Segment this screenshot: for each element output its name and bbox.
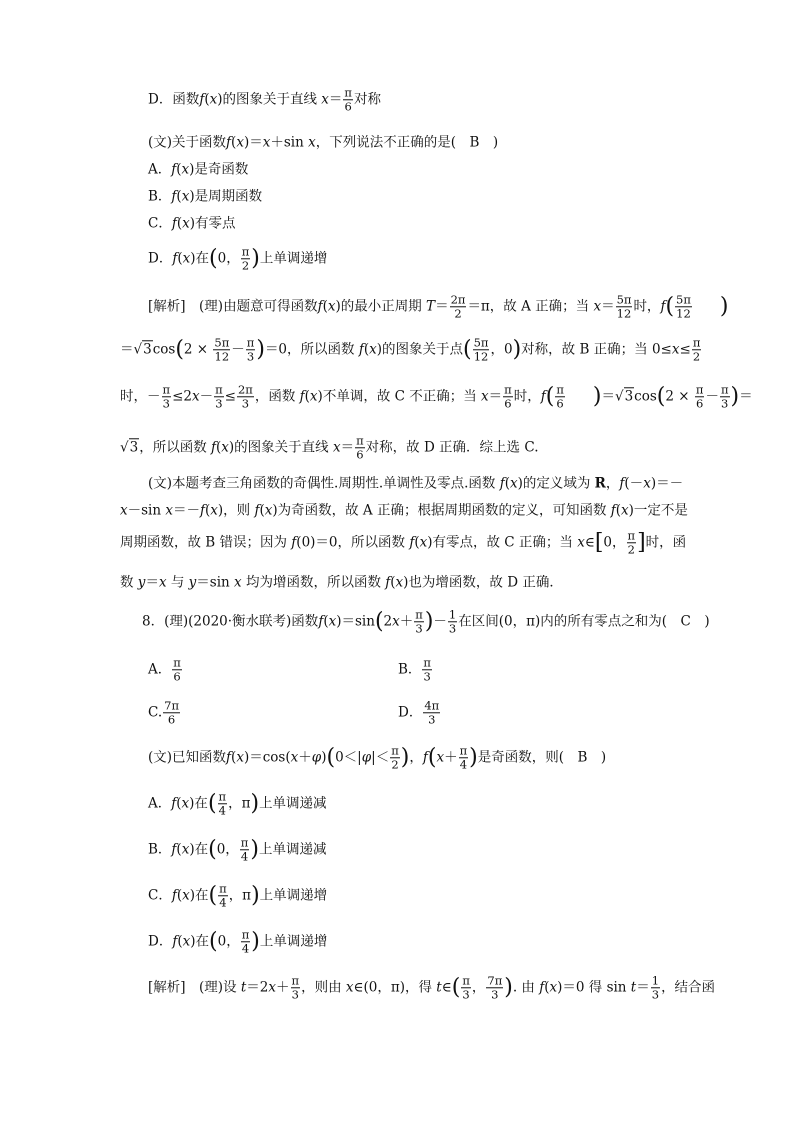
- line-content: 数 y＝x 与 y＝sin x 均为增函数，所以函数 f(x)也为增函数，故 D 正确．: [120, 574, 563, 591]
- line-content: x－sin x＝－f(x)，则 f(x)为奇函数，故 A 正确；根据周期函数的定义，可知函数 f(x)一定不是: [120, 502, 688, 519]
- line-content: (文)关于函数f(x)＝x＋sin x，下列说法不正确的是( B ): [148, 134, 499, 151]
- line-content: B． $\frac{\pi}{3}$: [398, 655, 431, 684]
- line-content: 时，－ $\frac{\pi}{3}$ ≤2x－ $\frac{\pi}{3}$ ≤ $\frac{2\pi}{3}$ ，函数 f(x)不单调，故 C 不正确；当 x＝ $\frac{\pi}{6}$ 时，f( $\frac{\pi}{6}$ )＝√3cos(2 × $\frac{\pi}{6}$ － $\frac{\pi}{3}$ )＝: [120, 382, 753, 411]
- line-content: (文)本题考查三角函数的奇偶性.周期性.单调性及零点.函数 f(x)的定义域为 R，f(－x)＝－: [148, 475, 684, 492]
- line-content: C. $\frac{7\pi}{6}$: [148, 698, 180, 727]
- line-content: D．函数f(x)的图象关于直线 x＝ $\frac{\pi}{6}$ 对称: [148, 85, 381, 114]
- line-content: √3，所以函数 f(x)的图象关于直线 x＝ $\frac{\pi}{6}$ 对称，故 D 正确．综上选 C.: [120, 433, 539, 462]
- line-content: [解析] (理)设 t＝2x＋ $\frac{\pi}{3}$ ，则由 x∈(0，π)，得 t∈( $\frac{\pi}{3}$ ， $\frac{7\pi}{3}$ ). 由 f(x)＝0 得 sin t＝ $\frac{1}{3}$ ，结合函: [148, 973, 716, 1002]
- line-content: (文)已知函数f(x)＝cos(x＋φ)(0＜|φ|＜ $\frac{\pi}{2}$ )，f(x＋ $\frac{\pi}{4}$ )是奇函数，则( B ): [148, 743, 607, 772]
- line-content: D． $\frac{4\pi}{3}$: [398, 698, 440, 727]
- line-content: A．f(x)是奇函数: [148, 161, 249, 178]
- line-content: A．f(x)在( $\frac{\pi}{4}$ ，π)上单调递减: [148, 789, 327, 818]
- line-content: B．f(x)在(0， $\frac{\pi}{4}$ )上单调递减: [148, 835, 327, 864]
- line-content: C．f(x)有零点: [148, 215, 236, 232]
- line-content: [解析] (理)由题意可得函数f(x)的最小正周期 T＝ $\frac{2\pi}{2}$ ＝π，故 A 正确；当 x＝ $\frac{5\pi}{12}$ 时，f( $\frac{5\pi}{12}$ ): [148, 292, 729, 321]
- line-content: ＝√3cos(2 × $\frac{5\pi}{12}$ － $\frac{\pi}{3}$ )＝0，所以函数 f(x)的图象关于点( $\frac{5\pi}{12}$ ，0)对称，故 B 正确；当 0≤x≤ $\frac{\pi}{2}$: [120, 335, 701, 364]
- line-content: 8．(理)(2020·衡水联考)函数f(x)＝sin(2x＋ $\frac{\pi}{3}$ )－ $\frac{1}{3}$ 在区间(0，π)内的所有零点之和为( C ): [142, 607, 710, 636]
- line-content: C．f(x)在( $\frac{\pi}{4}$ ，π)上单调递增: [148, 881, 328, 910]
- line-content: B．f(x)是周期函数: [148, 188, 263, 205]
- line-content: A． $\frac{\pi}{6}$: [148, 655, 181, 684]
- line-content: D．f(x)在(0， $\frac{\pi}{4}$ )上单调递增: [148, 927, 328, 956]
- line-content: 周期函数，故 B 错误；因为 f(0)＝0，所以函数 f(x)有零点，故 C 正确；当 x∈[0， $\frac{\pi}{2}$ ]时，函: [120, 528, 687, 557]
- line-content: D．f(x)在(0， $\frac{\pi}{2}$ )上单调递增: [148, 244, 328, 273]
